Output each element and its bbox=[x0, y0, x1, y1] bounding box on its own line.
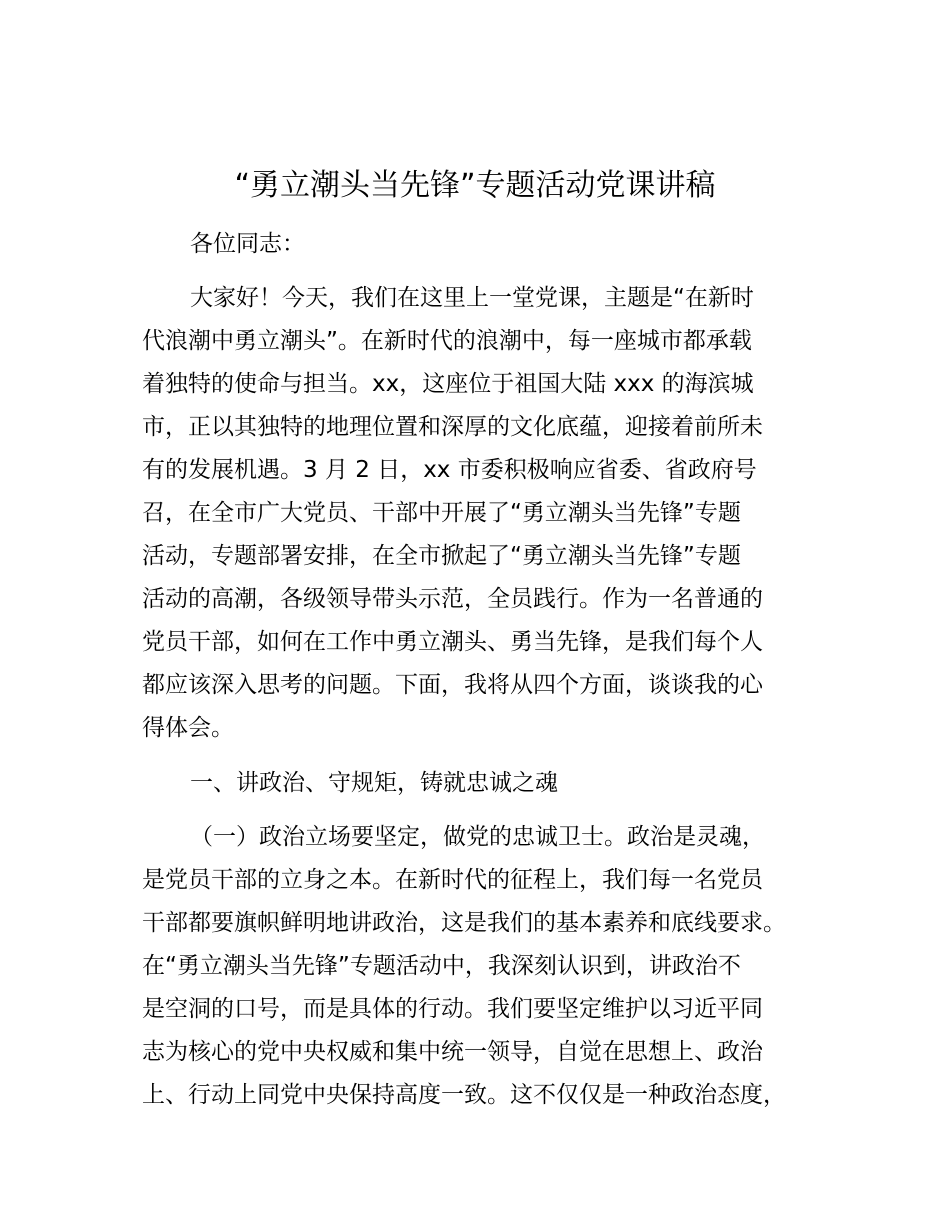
paragraph-line: 有的发展机遇。3 月 2 日，xx 市委积极响应省委、省政府号 bbox=[142, 457, 757, 483]
paragraph-line: 上、行动上同党中央保持高度一致。这不仅仅是一种政治态度， bbox=[142, 1082, 786, 1108]
paragraph-line: 干部都要旗帜鲜明地讲政治，这是我们的基本素养和底线要求。 bbox=[142, 910, 786, 936]
paragraph-line: 活动，专题部署安排，在全市掀起了“勇立潮头当先锋”专题 bbox=[142, 543, 741, 569]
paragraph-line: 着独特的使命与担当。xx，这座位于祖国大陆 xxx 的海滨城 bbox=[142, 371, 754, 397]
paragraph-line: 得体会。 bbox=[142, 715, 234, 741]
document-title: “勇立潮头当先锋”专题活动党课讲稿 bbox=[234, 168, 716, 203]
section-heading: 一、讲政治、守规矩，铸就忠诚之魂 bbox=[190, 770, 558, 796]
paragraph-line: 召，在全市广大党员、干部中开展了“勇立潮头当先锋”专题 bbox=[142, 500, 741, 526]
paragraph-line: 活动的高潮，各级领导带头示范，全员践行。作为一名普通的 bbox=[142, 586, 763, 612]
paragraph-line: （一）政治立场要坚定，做党的忠诚卫士。政治是灵魂， bbox=[190, 824, 765, 850]
paragraph-line: 是党员干部的立身之本。在新时代的征程上，我们每一名党员 bbox=[142, 867, 763, 893]
paragraph-line: 志为核心的党中央权威和集中统一领导，自觉在思想上、政治 bbox=[142, 1039, 763, 1065]
paragraph-line: 大家好！今天，我们在这里上一堂党课，主题是“在新时 bbox=[190, 285, 754, 311]
salutation: 各位同志： bbox=[190, 231, 305, 257]
paragraph-line: 党员干部，如何在工作中勇立潮头、勇当先锋，是我们每个人 bbox=[142, 629, 763, 655]
paragraph-line: 都应该深入思考的问题。下面，我将从四个方面，谈谈我的心 bbox=[142, 672, 763, 698]
paragraph-line: 在“勇立潮头当先锋”专题活动中，我深刻认识到，讲政治不 bbox=[142, 953, 741, 979]
paragraph-line: 是空洞的口号，而是具体的行动。我们要坚定维护以习近平同 bbox=[142, 996, 763, 1022]
paragraph-line: 市，正以其独特的地理位置和深厚的文化底蕴，迎接着前所未 bbox=[142, 414, 763, 440]
paragraph-line: 代浪潮中勇立潮头”。在新时代的浪潮中，每一座城市都承载 bbox=[142, 328, 752, 354]
